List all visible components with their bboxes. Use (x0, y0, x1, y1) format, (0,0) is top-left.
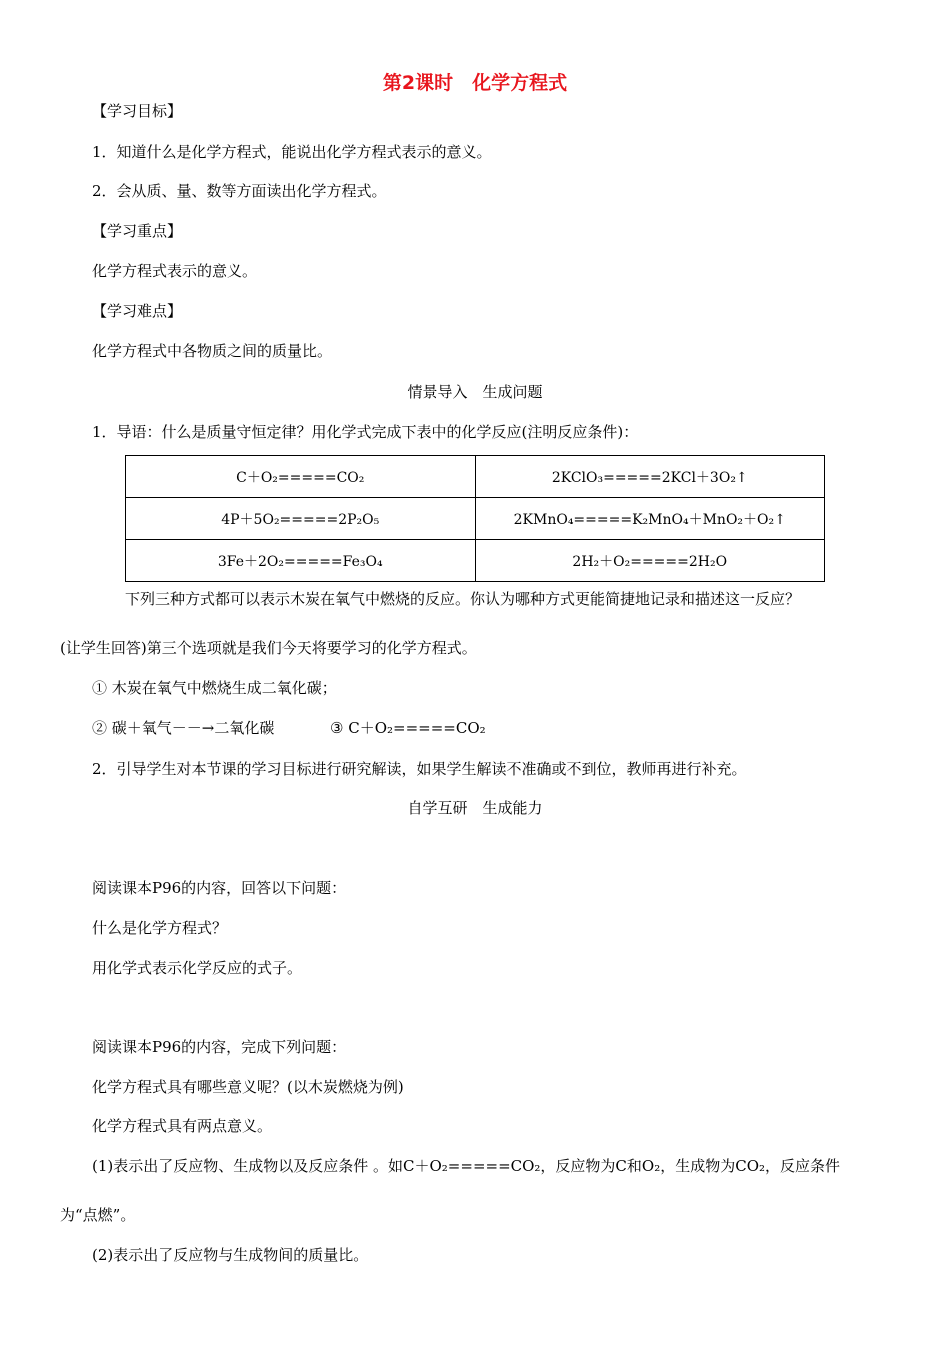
section1-question-2: 2．引导学生对本节课的学习目标进行研究解读，如果学生解读不准确或不到位，教师再进行补充。 (92, 760, 747, 778)
option-3: ③ C＋O₂=====CO₂ (330, 719, 486, 737)
equation-cell: 4P＋5O₂=====2P₂O₅ (126, 498, 476, 540)
table-row (126, 456, 825, 498)
answer-meaning: 化学方程式具有两点意义。 (92, 1117, 273, 1135)
section2-heading: 自学互研 生成能力 (407, 799, 543, 817)
equation-cell: 2H₂＋O₂=====2H₂O (475, 540, 825, 582)
reaction-table (125, 455, 825, 582)
intro-paragraph-line-1: 下列三种方式都可以表示木炭在氧气中燃烧的反应。你认为哪种方式更能简捷地记录和描述这一反应？ (125, 590, 801, 608)
meaning-point-1-line-1: (1)表示出了反应物、生成物以及反应条件 。如C＋O₂=====CO₂，反应物为C和O₂，生成物为CO₂，反应条件 (92, 1157, 841, 1175)
intro-paragraph-line-2: (让学生回答)第三个选项就是我们今天将要学习的化学方程式。 (60, 639, 477, 657)
question-meaning: 化学方程式具有哪些意义呢？(以木炭燃烧为例) (92, 1078, 404, 1096)
section1-question-1: 1．导语：什么是质量守恒定律？用化学式完成下表中的化学反应(注明反应条件)： (92, 423, 639, 441)
objectives-heading: 【学习目标】 (92, 102, 183, 120)
equation-cell: C＋O₂=====CO₂ (126, 456, 476, 498)
answer-what: 用化学式表示化学反应的式子。 (92, 959, 303, 977)
reading-task-1: 阅读课本P96的内容，回答以下问题： (92, 879, 347, 897)
section1-heading: 情景导入 生成问题 (407, 383, 543, 401)
table-row (126, 498, 825, 540)
equation-cell: 2KClO₃=====2KCl＋3O₂↑ (475, 456, 825, 498)
equation-cell: 3Fe＋2O₂=====Fe₃O₄ (126, 540, 476, 582)
objective-item-1: 1．知道什么是化学方程式，能说出化学方程式表示的意义。 (92, 143, 492, 161)
equation-cell: 2KMnO₄=====K₂MnO₄＋MnO₂＋O₂↑ (475, 498, 825, 540)
option-1: ① 木炭在氧气中燃烧生成二氧化碳； (92, 679, 337, 697)
table-row (126, 540, 825, 582)
key-point-heading: 【学习重点】 (92, 222, 183, 240)
meaning-point-2: (2)表示出了反应物与生成物间的质量比。 (92, 1246, 369, 1264)
difficulty-text: 化学方程式中各物质之间的质量比。 (92, 342, 333, 360)
key-point-text: 化学方程式表示的意义。 (92, 262, 258, 280)
difficulty-heading: 【学习难点】 (92, 302, 183, 320)
option-2: ② 碳＋氧气－－→二氧化碳 (92, 719, 275, 737)
meaning-point-1-line-2: 为“点燃”。 (60, 1206, 136, 1224)
reading-task-2: 阅读课本P96的内容，完成下列问题： (92, 1038, 347, 1056)
page-title: 第2课时 化学方程式 (382, 72, 568, 94)
objective-item-2: 2．会从质、量、数等方面读出化学方程式。 (92, 182, 387, 200)
question-what: 什么是化学方程式？ (92, 919, 228, 937)
